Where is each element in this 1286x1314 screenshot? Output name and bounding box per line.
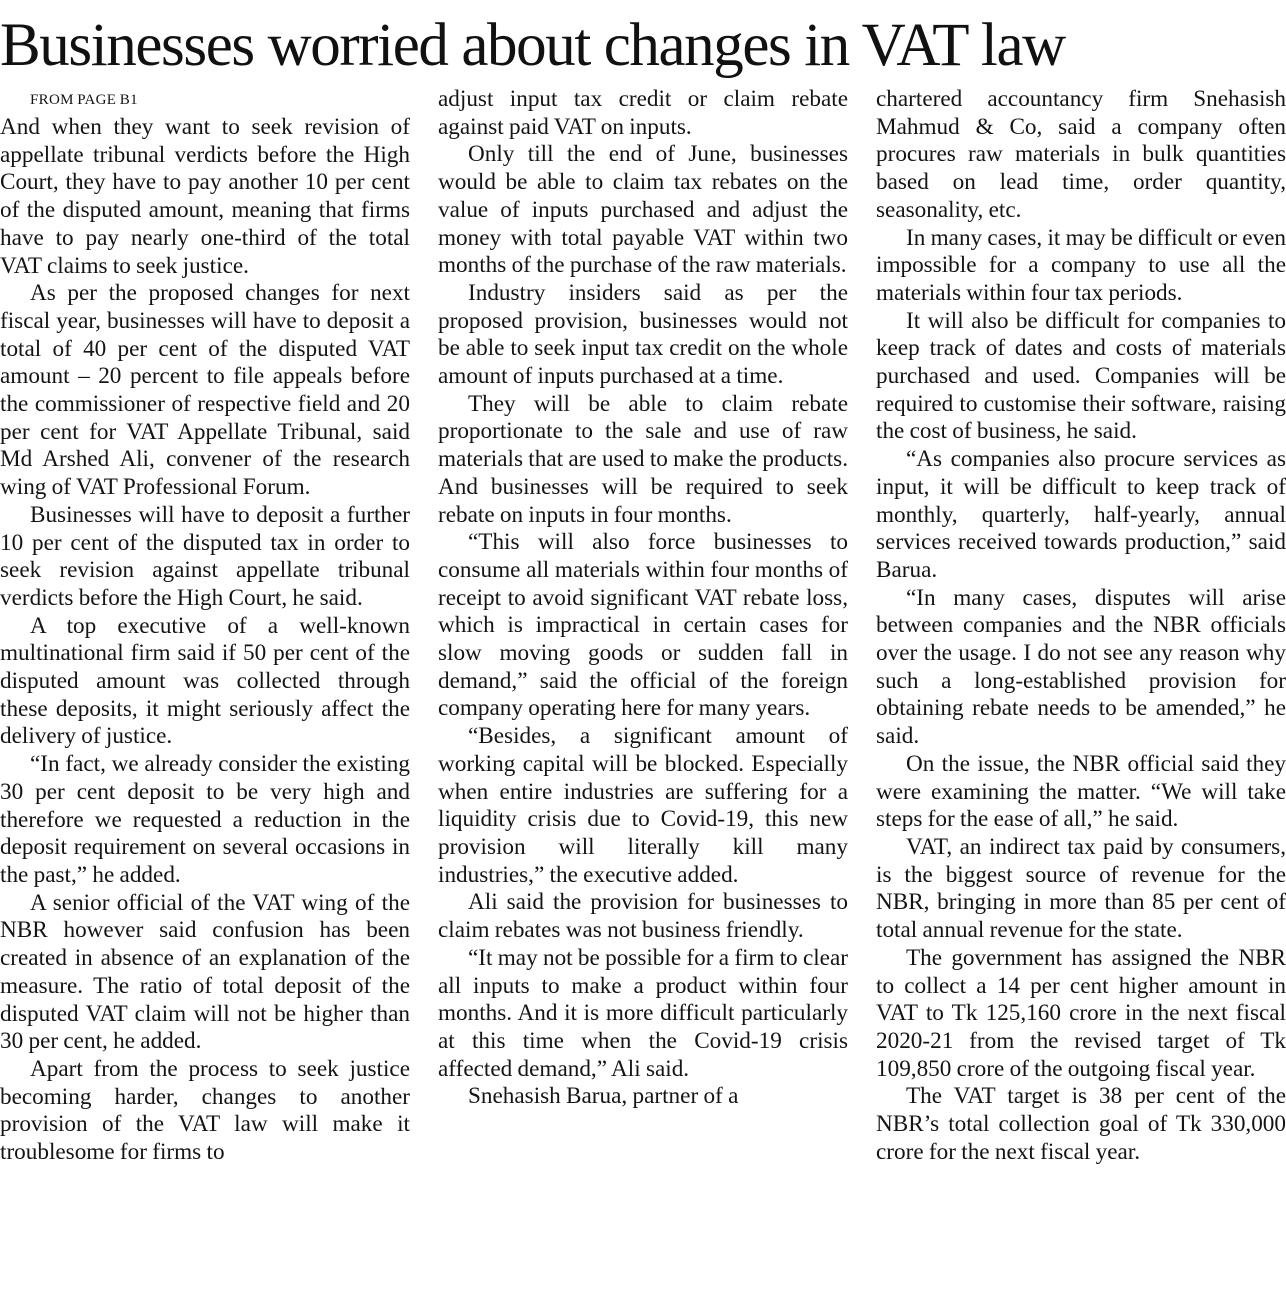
jump-line: FROM PAGE B1 (30, 92, 138, 108)
paragraph: On the issue, the NBR official said they were examining the matter. “We will take steps for the ease of all,” he said. (876, 750, 1286, 833)
paragraph: Industry insiders said as per the proposed provision, businesses would not be able to seek input tax credit on the whole amount of inputs purchased at a time. (438, 279, 848, 390)
paragraph: VAT, an indirect tax paid by consumers, is the biggest source of revenue for the NBR, bringing in more than 85 per cent of total annual revenue for the state. (876, 833, 1286, 944)
paragraph: “It may not be possible for a firm to clear all inputs to make a product within four months. And it is more difficult particularly at this time when the Covid-19 crisis affected demand,” Ali said. (438, 944, 848, 1082)
paragraph: In many cases, it may be difficult or even impossible for a company to use all the materials within four tax periods. (876, 224, 1286, 306)
paragraph: The government has assigned the NBR to collect a 14 per cent higher amount in VAT to Tk 125,160 crore in the next fiscal 2020-21 from the revised target of Tk 109,850 crore of the outgoing fiscal year. (876, 944, 1286, 1082)
paragraph: Only till the end of June, businesses would be able to claim tax rebates on the value of inputs purchased and adjust the money with total payable VAT within two months of the purchase of the raw materials. (438, 141, 848, 279)
paragraph: “Besides, a significant amount of working capital will be blocked. Especially when entire industries are suffering for a liquidity crisis due to Covid-19, this new provision will literally kill many industries,” the executive added. (438, 723, 848, 888)
article-headline: Businesses worried about changes in VAT law (0, 12, 1065, 79)
paragraph: chartered accountancy firm Snehasish Mahmud & Co, said a company often procures raw materials in bulk quantities based on lead time, order quantity, seasonality, etc. (876, 86, 1286, 223)
paragraph: Snehasish Barua, partner of a (468, 1083, 739, 1110)
paragraph: Apart from the process to seek justice becoming harder, changes to another provision of the VAT law will make it troublesome for firms to (0, 1055, 410, 1166)
paragraph: “This will also force businesses to consume all materials within four months of receipt to avoid significant VAT rebate loss, which is impractical in certain cases for slow moving goods or sudden fall in demand,” said the official of the foreign company operating here for many years. (438, 529, 848, 722)
paragraph: adjust input tax credit or claim rebate against paid VAT on inputs. (438, 86, 848, 140)
paragraph: It will also be difficult for companies to keep track of dates and costs of materials purchased and used. Companies will be required to customise their software, raising the cost of business, he said. (876, 307, 1286, 445)
article-column-1 (0, 86, 410, 1167)
paragraph: A senior official of the VAT wing of the NBR however said confusion has been created in absence of an explanation of the measure. The ratio of total deposit of the disputed VAT claim will not be higher than 30 per cent, he added. (0, 889, 410, 1055)
paragraph: The VAT target is 38 per cent of the NBR’s total collection goal of Tk 330,000 crore for the next fiscal year. (876, 1083, 1286, 1165)
paragraph: “In fact, we already consider the existing 30 per cent deposit to be very high and therefore we requested a reduction in the deposit requirement on several occasions in the past,” he added. (0, 751, 410, 888)
article-column-2 (438, 86, 848, 1111)
paragraph: And when they want to seek revision of appellate tribunal verdicts before the High Court, they have to pay another 10 per cent of the disputed amount, meaning that firms have to pay nearly one-third of the total VAT claims to seek justice. (0, 114, 410, 279)
paragraph: They will be able to claim rebate proportionate to the sale and use of raw materials that are used to make the products. And businesses will be required to seek rebate on inputs in four months. (438, 390, 848, 528)
article-column-3 (876, 86, 1286, 1166)
paragraph: As per the proposed changes for next fiscal year, businesses will have to deposit a total of 40 per cent of the disputed VAT amount – 20 percent to file appeals before the commissioner of respective field and 20 per cent for VAT Appellate Tribunal, said Md Arshed Ali, convener of the research wing of VAT Professional Forum. (0, 280, 410, 501)
paragraph: “In many cases, disputes will arise between companies and the NBR officials over the usage. I do not see any reason why such a long-established provision for obtaining rebate needs to be amended,” he said. (876, 584, 1286, 750)
paragraph: Businesses will have to deposit a further 10 per cent of the disputed tax in order to seek revision against appellate tribunal verdicts before the High Court, he said. (0, 501, 410, 611)
paragraph: “As companies also procure services as input, it will be difficult to keep track of monthly, quarterly, half-yearly, annual services received towards production,” said Barua. (876, 446, 1286, 583)
paragraph: Ali said the provision for businesses to claim rebates was not business friendly. (438, 889, 848, 944)
paragraph: A top executive of a well-known multinational firm said if 50 per cent of the disputed amount was collected through these deposits, it might seriously affect the delivery of justice. (0, 612, 410, 750)
